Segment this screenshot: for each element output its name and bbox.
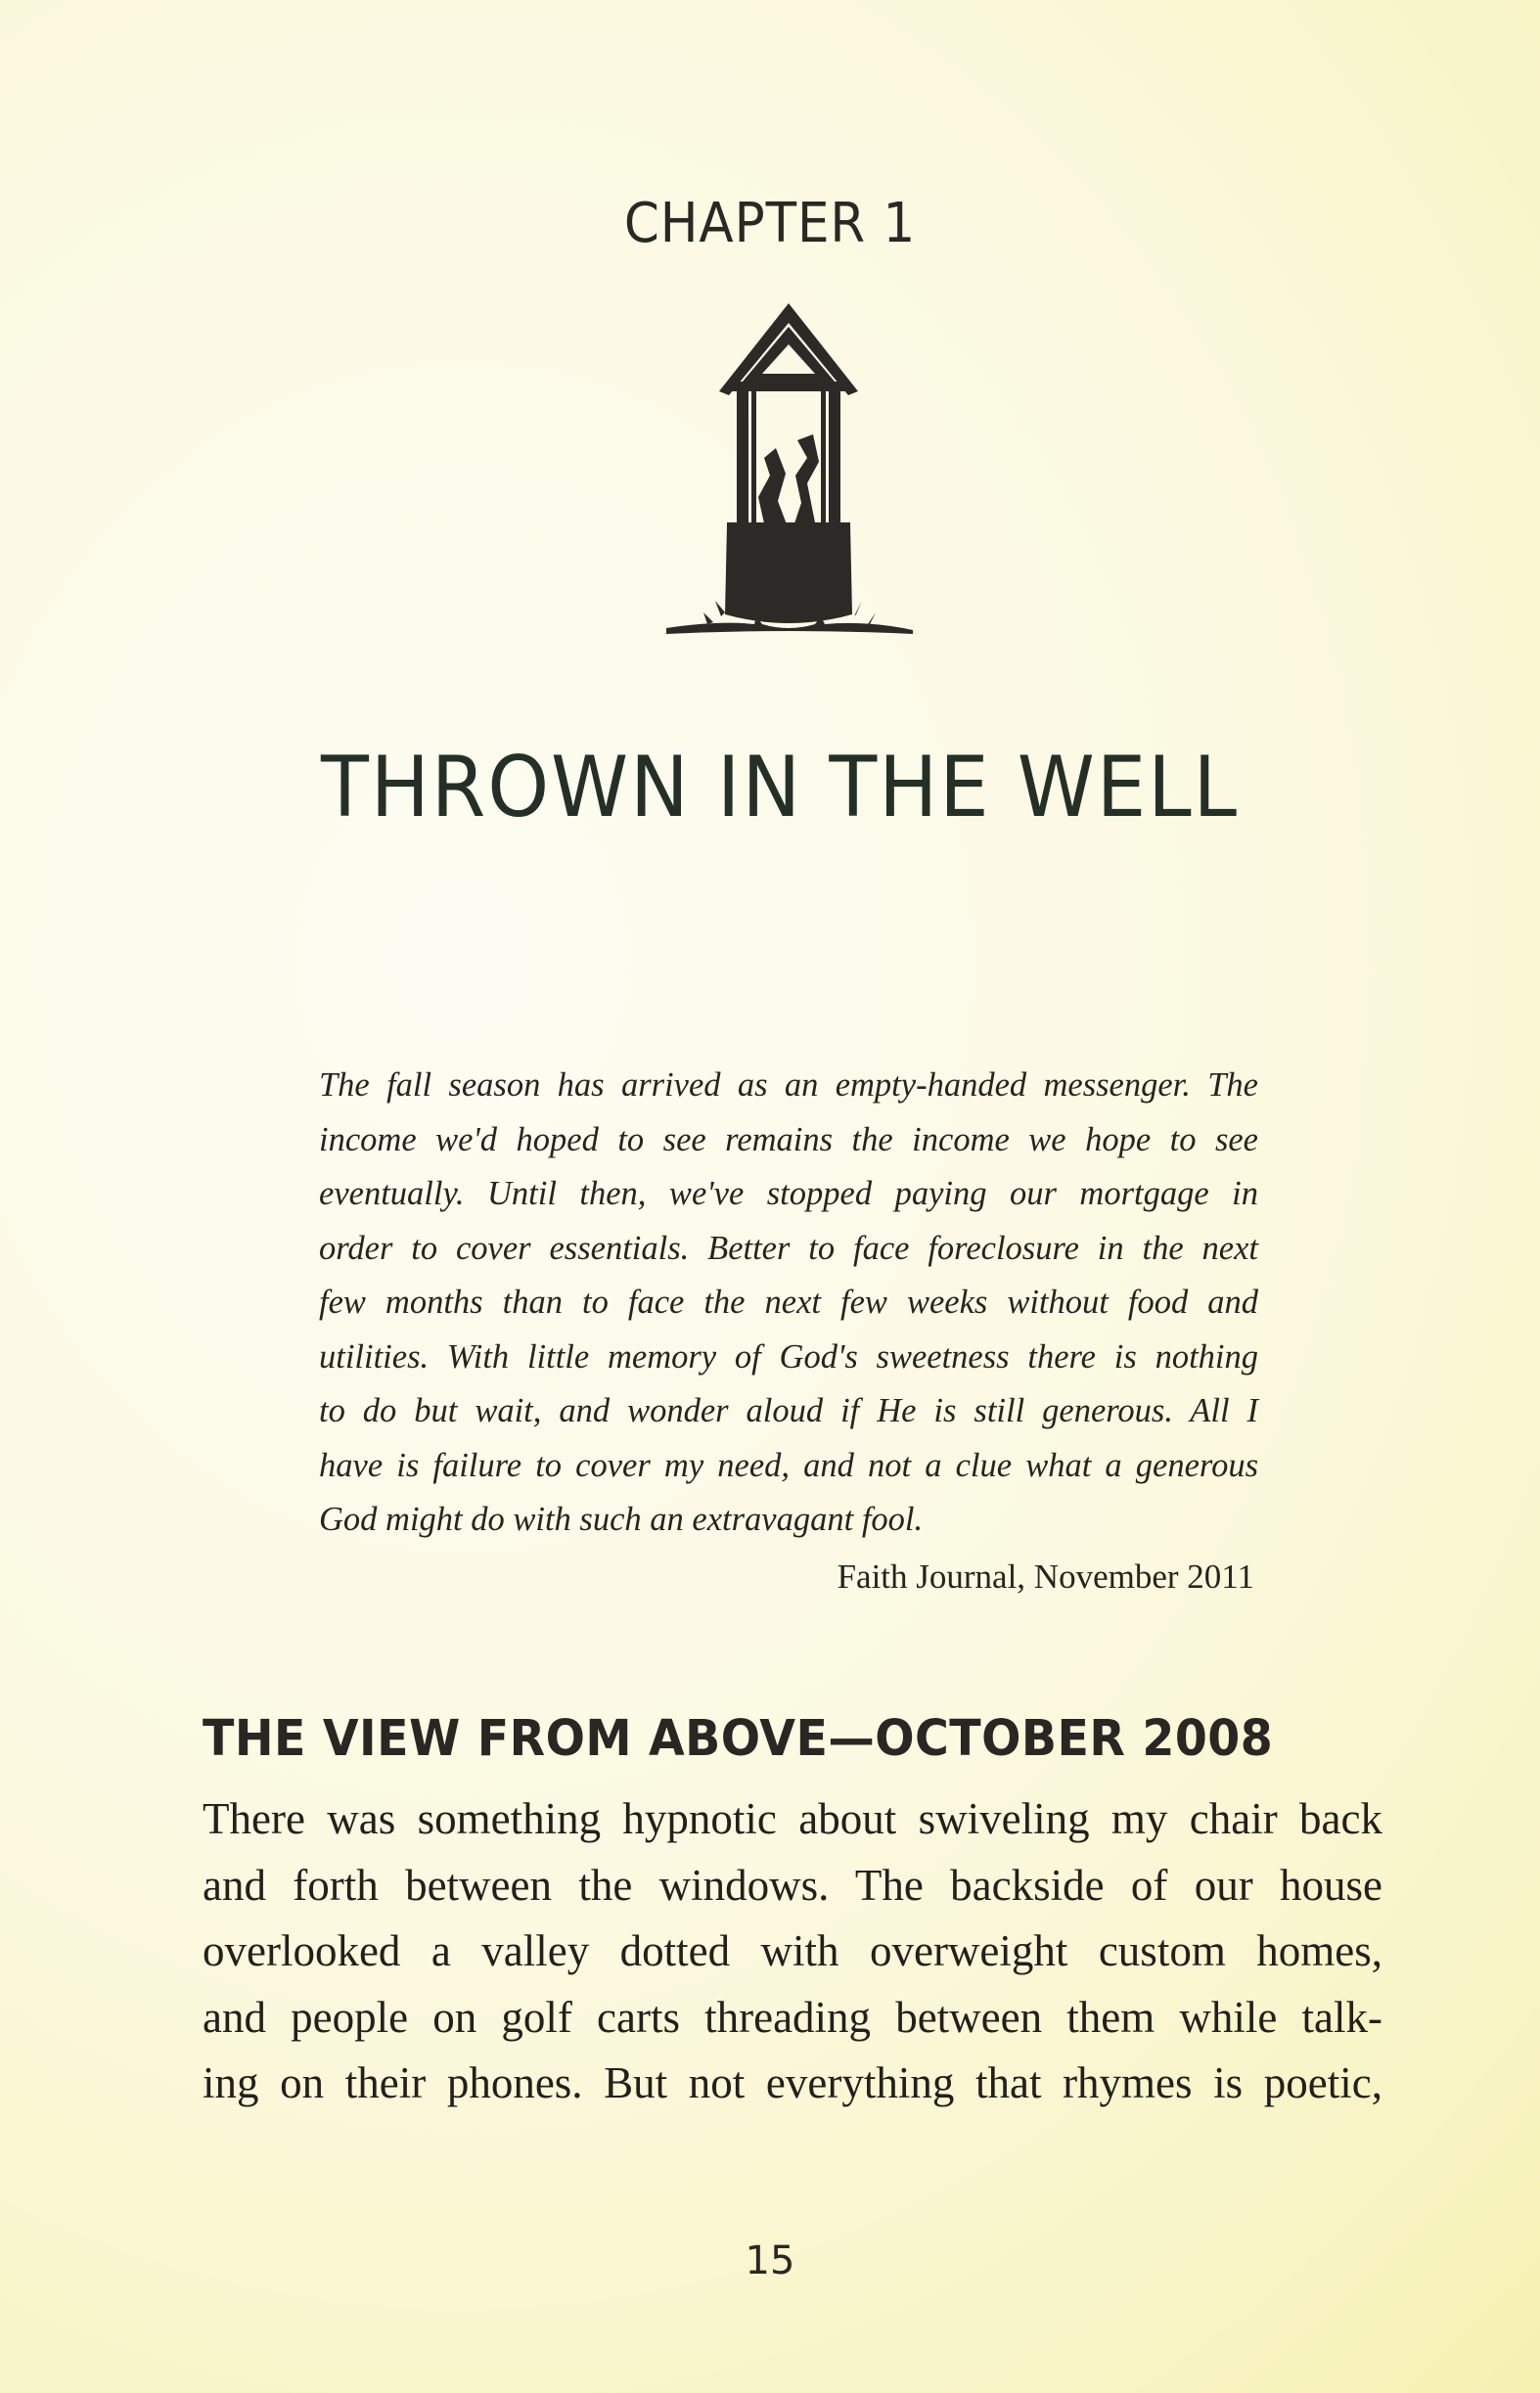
epigraph-line: to do but wait, and wonder aloud if He is still generous. All I	[319, 1392, 1258, 1429]
section-heading: THE VIEW FROM ABOVE—OCTOBER 2008	[203, 1710, 1274, 1768]
epigraph-text	[319, 1059, 1258, 1548]
body-text	[203, 1786, 1382, 2117]
epigraph-line: order to cover essentials. Better to face foreclosure in the next	[319, 1229, 1258, 1267]
epigraph-line: have is failure to cover my need, and not a clue what a generous	[319, 1446, 1258, 1484]
well-with-legs-icon	[660, 301, 917, 646]
epigraph-line: The fall season has arrived as an empty-handed messenger. The	[319, 1066, 1258, 1104]
epigraph-line: God might do with such an extravagant fool.	[319, 1501, 924, 1538]
body-line: and people on golf carts threading between them while talk-	[203, 1992, 1382, 2042]
body-line: ing on their phones. But not everything that rhymes is poetic,	[203, 2058, 1382, 2107]
body-line: There was something hypnotic about swiveling my chair back	[203, 1794, 1382, 1843]
epigraph-line: utilities. With little memory of God's sweetness there is nothing	[319, 1337, 1258, 1376]
epigraph-line: few months than to face the next few weeks without food and	[319, 1284, 1258, 1321]
epigraph-source: Faith Journal, November 2011	[837, 1557, 1254, 1596]
body-line: overlooked a valley dotted with overweight custom homes,	[203, 1926, 1382, 1975]
epigraph	[319, 1059, 1258, 1603]
page-number: 15	[745, 2238, 795, 2283]
body-line: and forth between the windows. The backside of our house	[203, 1860, 1382, 1910]
chapter-label: CHAPTER 1	[623, 192, 917, 255]
chapter-title: THROWN IN THE WELL	[321, 739, 1239, 836]
epigraph-line: eventually. Until then, we've stopped paying our mortgage in	[319, 1175, 1258, 1212]
epigraph-line: income we'd hoped to see remains the income we hope to see	[319, 1120, 1258, 1158]
